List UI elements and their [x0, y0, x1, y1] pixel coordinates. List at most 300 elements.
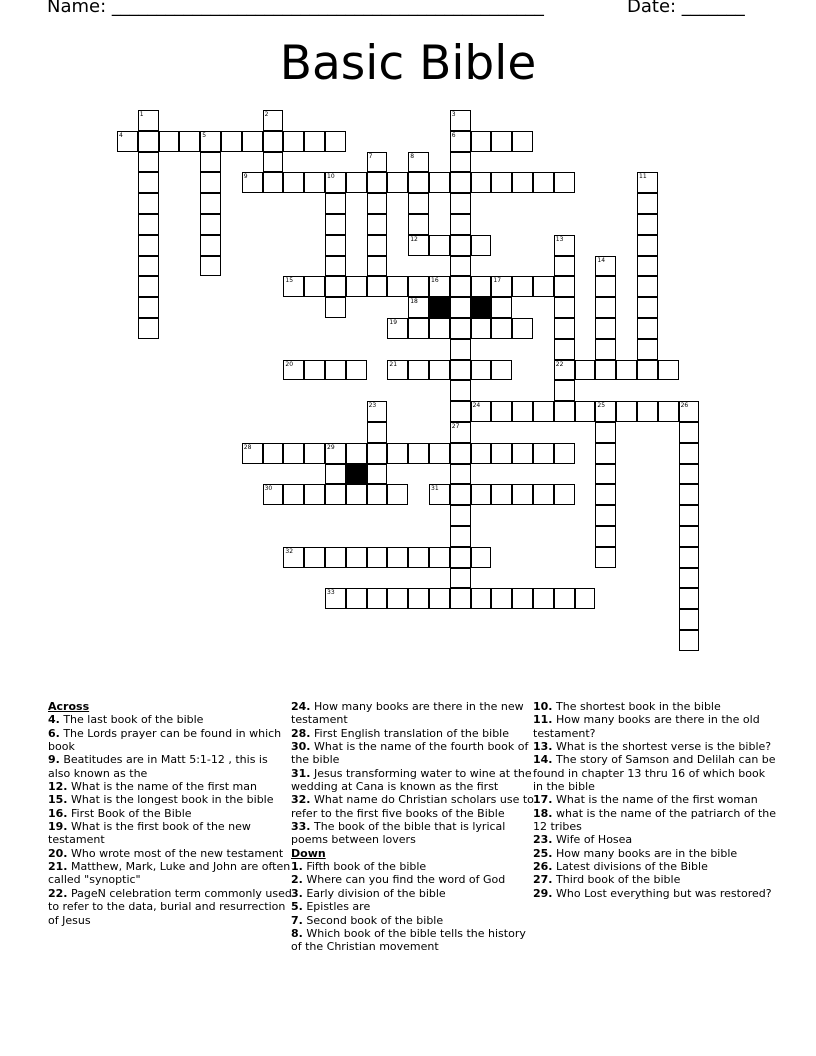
clue-item-text: Where can you find the word of God	[302, 873, 506, 887]
grid-cell[interactable]	[512, 401, 533, 422]
clue-item-text: Which book of the bible tells the history of the Christian movement	[291, 926, 526, 954]
grid-cell[interactable]	[325, 484, 346, 505]
grid-cell[interactable]	[512, 318, 533, 339]
clue-item	[291, 887, 536, 900]
clue-item	[291, 820, 536, 847]
grid-cell[interactable]	[471, 276, 492, 297]
grid-cell[interactable]	[263, 152, 284, 173]
clue-item-text: PageN celebration term commonly used to refer to the data, burial and resurrection of Jesus	[48, 886, 292, 927]
clue-item-number: 2.	[291, 873, 303, 887]
grid-cell[interactable]	[491, 318, 512, 339]
grid-cell[interactable]	[471, 547, 492, 568]
grid-cell[interactable]	[283, 172, 304, 193]
grid-cell[interactable]	[408, 318, 429, 339]
grid-cell[interactable]	[304, 360, 325, 381]
grid-cell[interactable]	[595, 318, 616, 339]
clue-number: 20	[285, 360, 294, 368]
clue-item-text: What is the name of the first woman	[552, 793, 758, 807]
grid-cell[interactable]	[471, 360, 492, 381]
grid-cell[interactable]	[408, 443, 429, 464]
clue-item-number: 24.	[291, 700, 311, 713]
grid-cell[interactable]	[283, 276, 304, 297]
grid-cell[interactable]	[387, 318, 408, 339]
date-field-label: Date: _______	[627, 0, 745, 17]
grid-cell[interactable]	[200, 214, 221, 235]
grid-cell[interactable]	[637, 297, 658, 318]
grid-cell[interactable]	[450, 172, 471, 193]
grid-cell[interactable]	[429, 547, 450, 568]
grid-cell[interactable]	[679, 630, 700, 651]
grid-cell[interactable]	[450, 297, 471, 318]
grid-cell[interactable]	[263, 484, 284, 505]
clue-item-number: 3.	[291, 886, 303, 900]
grid-cell[interactable]	[554, 172, 575, 193]
clue-number: 31	[431, 485, 439, 493]
grid-cell[interactable]	[159, 131, 180, 152]
grid-cell[interactable]	[138, 152, 159, 173]
grid-cell[interactable]	[367, 152, 388, 173]
grid-cell[interactable]	[429, 588, 450, 609]
grid-cell[interactable]	[429, 484, 450, 505]
grid-cell[interactable]	[491, 297, 512, 318]
grid-cell[interactable]	[138, 193, 159, 214]
grid-cell[interactable]	[679, 505, 700, 526]
grid-cell[interactable]	[533, 484, 554, 505]
grid-cell[interactable]	[283, 360, 304, 381]
grid-cell[interactable]	[637, 235, 658, 256]
grid-cell[interactable]	[679, 568, 700, 589]
clue-item-text: Third book of the bible	[552, 873, 681, 887]
grid-cell[interactable]	[200, 152, 221, 173]
grid-cell[interactable]	[450, 152, 471, 173]
grid-cell[interactable]	[304, 443, 325, 464]
grid-cell[interactable]	[471, 484, 492, 505]
grid-cell[interactable]	[616, 360, 637, 381]
clue-item-text: How many books are in the bible	[552, 846, 738, 860]
grid-cell[interactable]	[408, 588, 429, 609]
grid-cell[interactable]	[595, 547, 616, 568]
clue-item-number: 9.	[48, 753, 60, 767]
grid-cell[interactable]	[450, 110, 471, 131]
grid-cell[interactable]	[450, 235, 471, 256]
clue-item-text: The shortest book in the bible	[552, 700, 721, 713]
grid-cell[interactable]	[471, 131, 492, 152]
clue-item-number: 16.	[48, 806, 68, 820]
grid-cell[interactable]	[242, 131, 263, 152]
grid-cell[interactable]	[575, 588, 596, 609]
clue-number: 23	[368, 402, 377, 410]
grid-cell[interactable]	[658, 401, 679, 422]
grid-cell[interactable]	[200, 131, 221, 152]
grid-cell[interactable]	[637, 318, 658, 339]
grid-cell[interactable]	[533, 172, 554, 193]
grid-cell[interactable]	[450, 588, 471, 609]
clue-item-text: Matthew, Mark, Luke and John are often called "synoptic"	[48, 860, 291, 887]
clue-item-number: 11.	[533, 713, 553, 727]
clue-item	[533, 873, 778, 886]
grid-cell[interactable]	[679, 526, 700, 547]
grid-cell[interactable]	[346, 360, 367, 381]
grid-cell[interactable]	[263, 443, 284, 464]
grid-cell[interactable]	[595, 484, 616, 505]
clue-item-number: 8.	[291, 926, 303, 940]
grid-cell[interactable]	[325, 360, 346, 381]
grid-cell[interactable]	[138, 297, 159, 318]
grid-cell[interactable]	[450, 547, 471, 568]
grid-cell[interactable]	[429, 172, 450, 193]
grid-cell[interactable]	[408, 547, 429, 568]
grid-cell[interactable]	[200, 235, 221, 256]
clue-item	[48, 713, 293, 726]
grid-cell[interactable]	[471, 172, 492, 193]
clue-item-number: 33.	[291, 820, 311, 834]
clue-item	[291, 914, 536, 927]
grid-cell[interactable]	[367, 443, 388, 464]
clue-item-number: 21.	[48, 860, 68, 874]
grid-cell[interactable]	[554, 235, 575, 256]
grid-cell[interactable]	[408, 172, 429, 193]
clue-item-number: 18.	[533, 806, 553, 820]
grid-cell[interactable]	[637, 339, 658, 360]
clue-item-number: 7.	[291, 913, 303, 927]
grid-cell[interactable]	[491, 443, 512, 464]
grid-cell[interactable]	[346, 547, 367, 568]
grid-cell[interactable]	[283, 131, 304, 152]
grid-cell[interactable]	[450, 443, 471, 464]
grid-cell[interactable]	[325, 276, 346, 297]
grid-cell[interactable]	[533, 401, 554, 422]
clue-item	[533, 847, 778, 860]
grid-cell[interactable]	[595, 464, 616, 485]
grid-cell[interactable]	[325, 464, 346, 485]
grid-cell[interactable]	[367, 193, 388, 214]
grid-cell[interactable]	[554, 256, 575, 277]
grid-cell[interactable]	[387, 547, 408, 568]
grid-cell[interactable]	[138, 172, 159, 193]
grid-cell[interactable]	[138, 276, 159, 297]
clue-number: 33	[327, 589, 335, 597]
grid-cell[interactable]	[595, 443, 616, 464]
grid-cell[interactable]	[408, 214, 429, 235]
grid-cell[interactable]	[512, 172, 533, 193]
grid-cell[interactable]	[554, 380, 575, 401]
grid-cell[interactable]	[450, 401, 471, 422]
clue-item	[533, 753, 778, 793]
grid-cell[interactable]	[263, 110, 284, 131]
clue-item-text: Epistles are	[302, 900, 371, 914]
grid-cell[interactable]	[325, 131, 346, 152]
grid-cell[interactable]	[491, 360, 512, 381]
grid-cell[interactable]	[471, 401, 492, 422]
grid-cell[interactable]	[450, 422, 471, 443]
grid-cell[interactable]	[367, 276, 388, 297]
grid-cell[interactable]	[679, 422, 700, 443]
clue-number: 10	[327, 173, 335, 181]
grid-cell[interactable]	[554, 484, 575, 505]
grid-cell[interactable]	[512, 484, 533, 505]
grid-cell[interactable]	[304, 547, 325, 568]
grid-cell[interactable]	[429, 318, 450, 339]
grid-cell[interactable]	[450, 256, 471, 277]
clue-item	[291, 767, 536, 794]
grid-cell[interactable]	[491, 276, 512, 297]
grid-cell[interactable]	[283, 547, 304, 568]
clue-item-text: What is the longest book in the bible	[67, 793, 274, 807]
grid-cell[interactable]	[595, 422, 616, 443]
grid-cell[interactable]	[387, 360, 408, 381]
grid-cell[interactable]	[325, 214, 346, 235]
grid-cell[interactable]	[263, 172, 284, 193]
grid-cell[interactable]	[117, 131, 138, 152]
grid-cell[interactable]	[512, 588, 533, 609]
clue-number: 5	[202, 131, 207, 139]
grid-cell[interactable]	[450, 360, 471, 381]
grid-cell[interactable]	[408, 235, 429, 256]
clue-number: 16	[431, 277, 439, 285]
clues-column-3	[533, 700, 778, 900]
clue-item	[533, 740, 778, 753]
clue-number: 11	[639, 173, 647, 181]
clue-item-text: Second book of the bible	[302, 913, 444, 927]
grid-cell[interactable]	[325, 193, 346, 214]
grid-cell[interactable]	[533, 588, 554, 609]
grid-cell[interactable]	[408, 193, 429, 214]
grid-cell[interactable]	[554, 276, 575, 297]
grid-cell[interactable]	[554, 339, 575, 360]
grid-cell[interactable]	[450, 276, 471, 297]
grid-cell[interactable]	[637, 360, 658, 381]
grid-cell[interactable]	[367, 464, 388, 485]
grid-cell[interactable]	[200, 193, 221, 214]
grid-cell[interactable]	[679, 464, 700, 485]
grid-cell[interactable]	[471, 588, 492, 609]
grid-cell[interactable]	[637, 256, 658, 277]
clue-item-text: Wife of Hosea	[552, 833, 633, 847]
clue-number: 17	[493, 277, 502, 285]
clue-item	[48, 753, 293, 780]
grid-cell[interactable]	[595, 297, 616, 318]
grid-cell[interactable]	[304, 484, 325, 505]
grid-cell[interactable]	[637, 193, 658, 214]
grid-cell[interactable]	[283, 484, 304, 505]
grid-cell[interactable]	[138, 110, 159, 131]
black-cell	[346, 464, 367, 485]
grid-cell[interactable]	[408, 360, 429, 381]
grid-cell[interactable]	[554, 401, 575, 422]
grid-cell[interactable]	[512, 276, 533, 297]
grid-cell[interactable]	[429, 235, 450, 256]
grid-cell[interactable]	[221, 131, 242, 152]
grid-cell[interactable]	[200, 256, 221, 277]
grid-cell[interactable]	[554, 588, 575, 609]
grid-cell[interactable]	[325, 256, 346, 277]
grid-cell[interactable]	[138, 256, 159, 277]
grid-cell[interactable]	[679, 609, 700, 630]
grid-cell[interactable]	[304, 276, 325, 297]
clue-item	[291, 927, 536, 954]
grid-cell[interactable]	[679, 588, 700, 609]
grid-cell[interactable]	[637, 214, 658, 235]
grid-cell[interactable]	[429, 443, 450, 464]
grid-cell[interactable]	[387, 484, 408, 505]
grid-cell[interactable]	[450, 464, 471, 485]
grid-cell[interactable]	[367, 235, 388, 256]
grid-cell[interactable]	[242, 172, 263, 193]
grid-cell[interactable]	[450, 484, 471, 505]
grid-cell[interactable]	[138, 131, 159, 152]
clue-number: 3	[451, 111, 456, 118]
grid-cell[interactable]	[595, 256, 616, 277]
clue-number: 24	[472, 402, 481, 410]
grid-cell[interactable]	[471, 235, 492, 256]
clue-item-number: 28.	[291, 726, 311, 740]
grid-cell[interactable]	[325, 297, 346, 318]
grid-cell[interactable]	[679, 401, 700, 422]
grid-cell[interactable]	[304, 131, 325, 152]
grid-cell[interactable]	[575, 360, 596, 381]
clue-number: 8	[410, 152, 415, 160]
clue-number: 13	[555, 235, 564, 243]
name-field-label: Name: ________________________________________________	[47, 0, 544, 17]
grid-cell[interactable]	[367, 484, 388, 505]
grid-cell[interactable]	[242, 443, 263, 464]
grid-cell[interactable]	[637, 276, 658, 297]
grid-cell[interactable]	[367, 172, 388, 193]
grid-cell[interactable]	[533, 443, 554, 464]
clue-item-text: What is the name of the first man	[67, 780, 257, 794]
clue-item-text: what is the name of the patriarch of the 12 tribes	[533, 806, 776, 834]
grid-cell[interactable]	[325, 172, 346, 193]
grid-cell[interactable]	[679, 484, 700, 505]
clue-item-number: 13.	[533, 740, 553, 754]
clue-number: 4	[119, 131, 123, 139]
clue-item-text: What name do Christian scholars use to refer to the first five books of the Bible	[291, 793, 534, 820]
grid-cell[interactable]	[595, 276, 616, 297]
grid-cell[interactable]	[450, 568, 471, 589]
grid-cell[interactable]	[346, 588, 367, 609]
grid-cell[interactable]	[138, 214, 159, 235]
grid-cell[interactable]	[637, 172, 658, 193]
grid-cell[interactable]	[471, 318, 492, 339]
grid-cell[interactable]	[471, 443, 492, 464]
grid-cell[interactable]	[491, 172, 512, 193]
grid-cell[interactable]	[679, 547, 700, 568]
grid-cell[interactable]	[179, 131, 200, 152]
grid-cell[interactable]	[387, 172, 408, 193]
clue-item	[533, 700, 778, 713]
grid-cell[interactable]	[450, 214, 471, 235]
clue-number: 22	[555, 360, 564, 368]
grid-cell[interactable]	[325, 547, 346, 568]
grid-cell[interactable]	[304, 172, 325, 193]
grid-cell[interactable]	[554, 318, 575, 339]
clue-item	[48, 820, 293, 847]
grid-cell[interactable]	[367, 256, 388, 277]
grid-cell[interactable]	[450, 131, 471, 152]
grid-cell[interactable]	[429, 276, 450, 297]
grid-cell[interactable]	[138, 318, 159, 339]
grid-cell[interactable]	[387, 588, 408, 609]
clue-item-number: 25.	[533, 846, 553, 860]
grid-cell[interactable]	[346, 276, 367, 297]
grid-cell[interactable]	[263, 131, 284, 152]
grid-cell[interactable]	[595, 401, 616, 422]
clue-item	[48, 847, 293, 860]
clue-number: 26	[680, 402, 689, 410]
grid-cell[interactable]	[325, 588, 346, 609]
grid-cell[interactable]	[408, 297, 429, 318]
grid-cell[interactable]	[325, 443, 346, 464]
grid-cell[interactable]	[512, 443, 533, 464]
grid-cell[interactable]	[408, 152, 429, 173]
grid-cell[interactable]	[595, 360, 616, 381]
grid-cell[interactable]	[387, 443, 408, 464]
grid-cell[interactable]	[554, 297, 575, 318]
grid-cell[interactable]	[512, 131, 533, 152]
grid-cell[interactable]	[387, 276, 408, 297]
grid-cell[interactable]	[554, 443, 575, 464]
clue-number: 30	[264, 485, 273, 493]
clue-item	[291, 740, 536, 767]
clue-number: 7	[368, 152, 373, 160]
clue-item	[291, 727, 536, 740]
grid-cell[interactable]	[283, 443, 304, 464]
grid-cell[interactable]	[491, 131, 512, 152]
grid-cell[interactable]	[367, 422, 388, 443]
grid-cell[interactable]	[450, 318, 471, 339]
grid-cell[interactable]	[200, 172, 221, 193]
clue-item-number: 19.	[48, 820, 68, 834]
clue-number: 29	[327, 443, 335, 451]
grid-cell[interactable]	[450, 526, 471, 547]
grid-cell[interactable]	[450, 193, 471, 214]
clue-item	[291, 793, 536, 820]
grid-cell[interactable]	[367, 401, 388, 422]
grid-cell[interactable]	[616, 401, 637, 422]
grid-cell[interactable]	[554, 360, 575, 381]
grid-cell[interactable]	[533, 276, 554, 297]
grid-cell[interactable]	[679, 443, 700, 464]
grid-cell[interactable]	[595, 526, 616, 547]
grid-cell[interactable]	[450, 339, 471, 360]
grid-cell[interactable]	[367, 588, 388, 609]
grid-cell[interactable]	[346, 172, 367, 193]
grid-cell[interactable]	[575, 401, 596, 422]
grid-cell[interactable]	[491, 484, 512, 505]
grid-cell[interactable]	[367, 214, 388, 235]
clue-item	[48, 793, 293, 806]
grid-cell[interactable]	[595, 339, 616, 360]
grid-cell[interactable]	[346, 484, 367, 505]
clue-item-text: The last book of the bible	[59, 713, 204, 727]
grid-cell[interactable]	[595, 505, 616, 526]
grid-cell[interactable]	[408, 276, 429, 297]
clue-item-number: 4.	[48, 713, 60, 727]
grid-cell[interactable]	[138, 235, 159, 256]
grid-cell[interactable]	[346, 443, 367, 464]
grid-cell[interactable]	[367, 547, 388, 568]
grid-cell[interactable]	[429, 360, 450, 381]
grid-cell[interactable]	[637, 401, 658, 422]
grid-cell[interactable]	[491, 588, 512, 609]
grid-cell[interactable]	[491, 401, 512, 422]
grid-cell[interactable]	[658, 360, 679, 381]
clue-number: 9	[243, 173, 248, 181]
grid-cell[interactable]	[325, 235, 346, 256]
across-heading: Across	[48, 700, 90, 713]
grid-cell[interactable]	[450, 505, 471, 526]
grid-cell[interactable]	[450, 380, 471, 401]
